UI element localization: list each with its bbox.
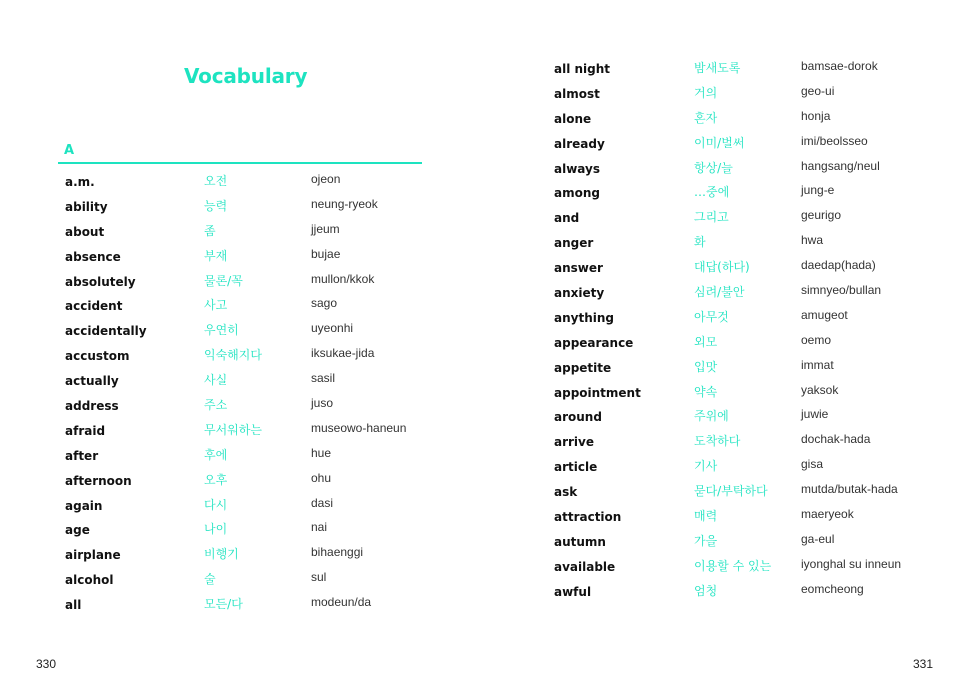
section-divider [58,162,422,164]
romanization: maeryeok [801,507,854,522]
romanization: mullon/kkok [311,271,375,286]
english-word: all [65,598,82,613]
romanization: imi/beolsseo [801,133,868,148]
english-word: appearance [554,335,634,350]
romanization: sasil [311,371,336,386]
romanization: bamsae-dorok [801,59,878,73]
romanization: bujae [311,246,341,261]
korean-word: 약속 [694,384,718,399]
korean-word: 엄청 [694,583,718,598]
romanization: daedap(hada) [801,258,876,273]
korean-word: 이용할 수 있는 [694,558,772,573]
english-word: accidentally [65,324,147,339]
romanization: iksukae-jida [311,346,375,361]
romanization: yaksok [801,382,839,397]
romanization: bihaenggi [311,545,364,560]
romanization: modeun/da [311,595,372,610]
romanization: amugeot [801,307,848,322]
korean-word: 비행기 [204,547,239,562]
english-word: available [554,559,616,574]
page-number-right: 331 [913,657,934,671]
romanization: juso [311,396,334,411]
romanization: ojeon [311,172,341,186]
romanization: dasi [311,495,334,510]
english-word: almost [554,86,600,101]
korean-word: 능력 [204,198,228,213]
english-word: autumn [554,534,606,549]
english-word: alcohol [65,573,114,588]
korean-word: 이미/벌써 [694,135,745,150]
romanization: museowo-haneun [311,420,407,435]
romanization: oemo [801,332,832,347]
english-word: always [554,161,600,176]
romanization: dochak-hada [801,432,871,447]
korean-word: 거의 [694,85,718,100]
romanization: hangsang/neul [801,158,880,173]
korean-word: 술 [204,572,216,587]
english-word: among [554,186,600,201]
english-word: arrive [554,435,595,450]
romanization: ga-eul [801,531,835,546]
romanization: eomcheong [801,581,864,596]
korean-word: 밤새도록 [694,61,741,75]
english-word: about [65,224,105,239]
romanization: nai [311,520,328,535]
english-word: attraction [554,510,622,525]
english-word: absolutely [65,274,136,289]
page-title: Vocabulary [184,64,308,88]
english-word: absence [65,249,121,264]
korean-word: 대답(하다) [694,260,750,275]
english-word: appointment [554,385,641,400]
korean-word: 좀 [204,223,216,238]
english-word: again [65,498,103,513]
korean-word: 우연히 [204,323,239,338]
korean-word: 부재 [204,248,228,263]
korean-word: …중에 [694,185,730,200]
romanization: neung-ryeok [311,196,378,211]
korean-word: 입맛 [694,359,718,374]
section-letter: A [64,143,75,158]
romanization: ohu [311,470,332,485]
romanization: jjeum [311,221,340,236]
english-word: already [554,136,605,151]
korean-word: 후에 [204,447,228,462]
korean-word: 그리고 [694,210,729,225]
english-word: ability [65,199,108,214]
romanization: hue [311,445,332,460]
english-word: a.m. [65,175,95,189]
korean-word: 항상/늘 [694,160,733,175]
english-word: accident [65,299,123,314]
romanization: uyeonhi [311,321,354,336]
romanization: geurigo [801,208,842,223]
korean-word: 오전 [204,174,228,188]
page-number-left: 330 [36,657,57,671]
korean-word: 도착하다 [694,434,741,449]
romanization: hwa [801,233,824,248]
english-word: age [65,523,90,538]
korean-word: 외모 [694,334,718,349]
korean-word: 가을 [694,533,718,548]
romanization: gisa [801,457,824,472]
english-word: article [554,460,598,475]
korean-word: 주위에 [694,409,729,424]
korean-word: 아무것 [694,309,729,324]
english-word: afternoon [65,473,132,488]
korean-word: 묻다/부탁하다 [694,484,768,499]
english-word: afraid [65,423,106,438]
korean-word: 다시 [204,497,228,512]
english-word: awful [554,584,592,599]
korean-word: 나이 [204,522,228,537]
english-word: and [554,211,580,226]
romanization: mutda/butak-hada [801,482,898,497]
english-word: anything [554,310,614,325]
korean-word: 오후 [204,472,228,487]
romanization: iyonghal su inneun [801,556,902,571]
english-word: actually [65,374,119,389]
romanization: simnyeo/bullan [801,283,882,298]
english-word: all night [554,62,611,76]
korean-word: 물론/꼭 [204,273,243,288]
romanization: honja [801,108,831,123]
english-word: appetite [554,360,612,375]
romanization: juwie [801,407,829,422]
korean-word: 심려/불안 [694,285,745,300]
korean-word: 기사 [694,459,718,474]
english-word: accustom [65,349,130,364]
english-word: answer [554,261,603,276]
english-word: around [554,410,602,425]
english-word: ask [554,485,578,500]
korean-word: 익숙해지다 [204,348,262,363]
korean-word: 매력 [694,509,718,524]
korean-word: 모든/다 [204,597,243,612]
romanization: geo-ui [801,83,835,98]
romanization: sago [311,296,338,311]
english-word: alone [554,111,592,126]
korean-word: 사실 [204,373,228,388]
english-word: airplane [65,548,121,563]
korean-word: 무서워하는 [204,422,262,437]
romanization: sul [311,570,327,585]
romanization: jung-e [801,183,835,198]
english-word: after [65,448,99,463]
english-word: address [65,399,119,414]
korean-word: 혼자 [694,110,718,125]
english-word: anxiety [554,286,605,301]
korean-word: 사고 [204,298,228,313]
english-word: anger [554,236,594,251]
romanization: immat [801,357,834,372]
korean-word: 주소 [204,398,228,413]
korean-word: 화 [694,235,706,250]
